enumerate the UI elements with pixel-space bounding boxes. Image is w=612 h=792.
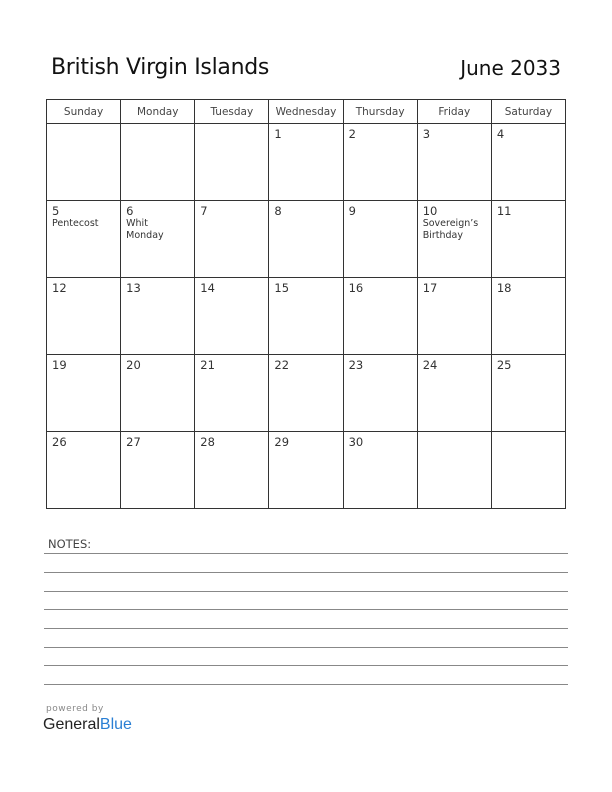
day-number: 24	[422, 358, 438, 372]
day-cell	[417, 201, 491, 278]
day-cell	[121, 124, 195, 201]
day-number: 16	[348, 281, 364, 295]
day-number: 4	[496, 127, 505, 141]
day-number: 29	[274, 435, 290, 449]
month-label: June 2033	[460, 56, 561, 80]
day-cell	[269, 201, 343, 278]
day-cell	[343, 355, 417, 432]
day-number: 21	[200, 358, 215, 372]
day-cell	[417, 355, 491, 432]
notes-line	[44, 609, 568, 610]
day-number: 23	[348, 358, 364, 372]
notes-line	[44, 684, 568, 685]
day-cell	[269, 432, 343, 509]
day-cell	[47, 432, 121, 509]
brand-logo	[43, 716, 132, 734]
notes-line	[44, 665, 568, 666]
week-row	[47, 432, 566, 509]
week-row	[47, 278, 566, 355]
day-cell	[195, 432, 269, 509]
day-number: 15	[274, 281, 290, 295]
day-cell	[47, 124, 121, 201]
weekday-friday: Friday	[417, 100, 491, 124]
week-row	[47, 355, 566, 432]
holiday-label: Sovereign’s Birthday	[422, 218, 479, 241]
day-number: 19	[52, 358, 67, 372]
day-cell	[195, 201, 269, 278]
day-cell	[195, 355, 269, 432]
day-cell	[121, 432, 195, 509]
day-number: 30	[348, 435, 364, 449]
day-cell	[47, 201, 121, 278]
day-cell	[47, 278, 121, 355]
holiday-label: Whit Monday	[126, 218, 164, 241]
notes-line	[44, 591, 568, 592]
day-cell	[269, 278, 343, 355]
day-number: 3	[422, 127, 431, 141]
day-number: 6	[126, 204, 134, 218]
day-cell	[491, 432, 565, 509]
week-row	[47, 201, 566, 278]
week-row	[47, 124, 566, 201]
day-number: 27	[126, 435, 141, 449]
day-number: 5	[52, 204, 60, 218]
day-cell	[195, 124, 269, 201]
weekday-tuesday: Tuesday	[195, 100, 269, 124]
day-number: 18	[496, 281, 512, 295]
day-number: 22	[274, 358, 290, 372]
day-number: 17	[422, 281, 438, 295]
day-number: 10	[422, 204, 438, 218]
day-cell	[269, 124, 343, 201]
notes-line	[44, 628, 568, 629]
notes-line	[44, 647, 568, 648]
day-number: 28	[200, 435, 215, 449]
day-number: 7	[200, 204, 208, 218]
day-cell	[343, 201, 417, 278]
day-number: 1	[274, 127, 282, 141]
day-number: 8	[274, 204, 282, 218]
weekday-sunday: Sunday	[47, 100, 121, 124]
day-number: 26	[52, 435, 67, 449]
brand-blue: Blue	[99, 716, 132, 733]
day-number: 12	[52, 281, 67, 295]
day-cell	[121, 355, 195, 432]
day-number: 25	[496, 358, 512, 372]
day-cell	[417, 432, 491, 509]
notes-label: NOTES:	[48, 537, 92, 551]
day-number: 14	[200, 281, 215, 295]
day-cell	[121, 278, 195, 355]
notes-line	[44, 553, 568, 554]
notes-line	[44, 572, 568, 573]
brand-general: General	[43, 716, 100, 733]
day-number: 20	[126, 358, 141, 372]
day-cell	[417, 124, 491, 201]
day-cell	[343, 278, 417, 355]
weekday-saturday: Saturday	[491, 100, 565, 124]
day-cell	[491, 124, 565, 201]
powered-by-label: powered by	[46, 704, 104, 714]
day-cell	[195, 278, 269, 355]
day-number: 9	[348, 204, 356, 218]
day-number: 11	[496, 204, 512, 218]
day-cell	[491, 278, 565, 355]
day-cell	[121, 201, 195, 278]
day-cell	[343, 124, 417, 201]
weekday-header-row	[47, 100, 566, 124]
day-cell	[491, 355, 565, 432]
day-cell	[47, 355, 121, 432]
day-cell	[491, 201, 565, 278]
weekday-thursday: Thursday	[343, 100, 417, 124]
weekday-monday: Monday	[121, 100, 195, 124]
day-cell	[417, 278, 491, 355]
weekday-wednesday: Wednesday	[269, 100, 343, 124]
holiday-label: Pentecost	[52, 218, 99, 229]
day-number: 13	[126, 281, 141, 295]
calendar-grid	[46, 99, 566, 509]
day-cell	[269, 355, 343, 432]
day-cell	[343, 432, 417, 509]
page-title: British Virgin Islands	[51, 55, 270, 80]
day-number: 2	[348, 127, 356, 141]
